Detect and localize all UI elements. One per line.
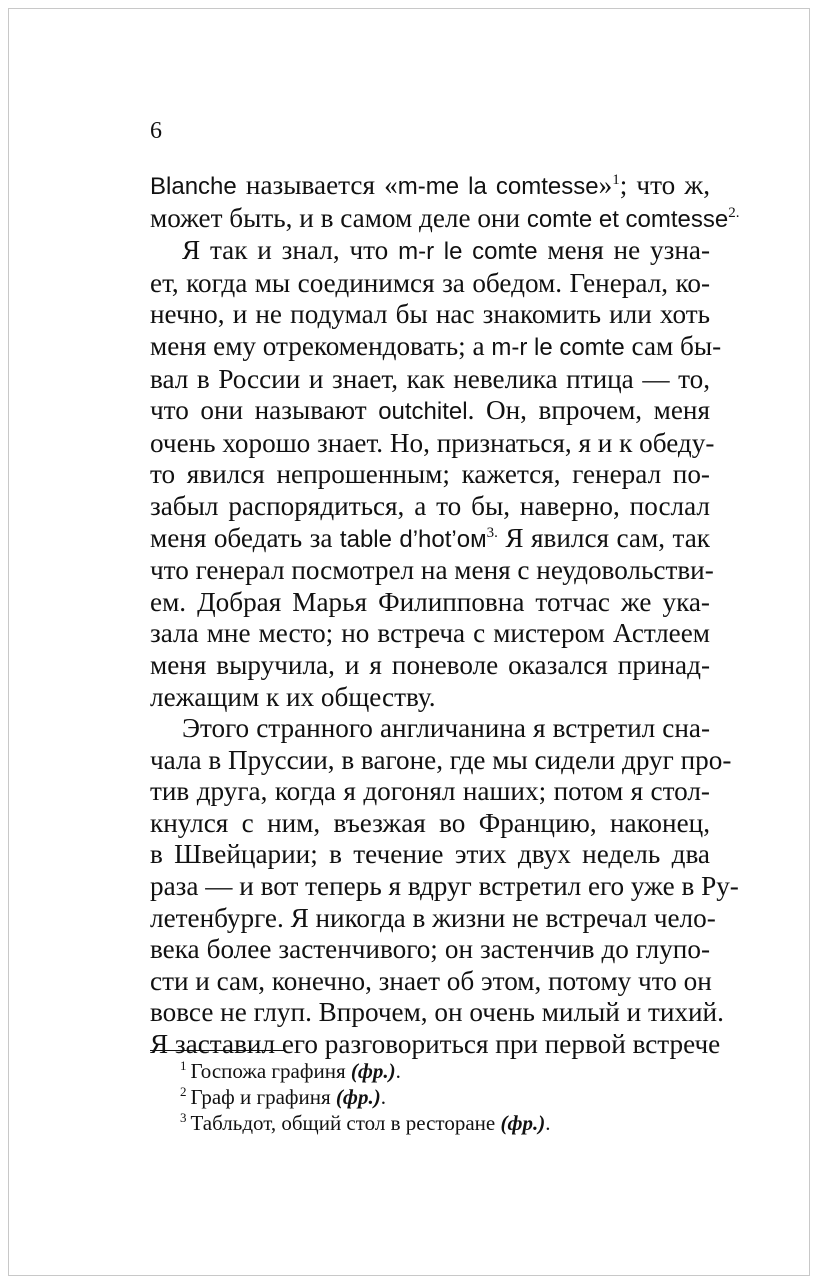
latin-phrase: m-r le comte <box>398 238 538 266</box>
footnote-reference: 3. <box>486 524 498 541</box>
text-segment: то явился непрошенным; кажется, генерал по- <box>150 459 710 490</box>
text-line <box>150 618 710 650</box>
page-number: 6 <box>150 118 162 144</box>
text-segment: ем. Добрая Марья Филипповна тотчас же ука- <box>150 586 710 617</box>
text-segment: меня обедать за <box>150 522 340 553</box>
text-line <box>150 650 710 682</box>
text-line <box>150 268 710 300</box>
text-segment: летенбурге. Я никогда в жизни не встречал чело- <box>150 902 716 933</box>
text-segment: меня выручила, и я поневоле оказался принад- <box>150 649 710 680</box>
text-line <box>150 523 710 556</box>
text-line <box>150 744 732 777</box>
text-segment: Я так и знал, что <box>182 235 399 266</box>
text-line <box>150 682 710 714</box>
text-line <box>150 839 710 871</box>
text-segment: Я заставил его разговориться при первой встрече <box>150 1029 721 1060</box>
text-segment: называется « <box>236 170 398 200</box>
footnote <box>180 1084 700 1110</box>
text-segment: тив друга, когда я догонял наших; потом я стол- <box>150 776 710 807</box>
text-line <box>150 902 716 935</box>
text-segment: чала в Пруссии, в вагоне, где мы сидели друг про- <box>150 744 732 775</box>
text-segment: кнулся с ним, въезжая во Францию, наконец, <box>150 807 710 838</box>
latin-phrase: m-me la comtesse <box>397 173 599 200</box>
text-segment: . Он, впрочем, меня <box>467 395 710 426</box>
footnote-end: . <box>395 1059 401 1083</box>
text-line <box>150 491 710 523</box>
text-segment: века более застенчивого; он застенчив до глупо- <box>150 934 710 965</box>
text-segment: что генерал посмотрел на меня с неудовольстви- <box>150 555 714 586</box>
footnotes <box>180 1058 700 1136</box>
text-segment: ; что ж, <box>619 170 710 200</box>
text-line <box>150 459 710 491</box>
text-line <box>150 235 710 268</box>
footnote-language-ref: (фр.) <box>350 1059 396 1083</box>
text-segment: меня ему отрекомендовать; а <box>150 330 492 361</box>
text-line <box>150 966 710 998</box>
text-segment: раза — и вот теперь я вдруг встретил его уже в Ру- <box>150 871 739 902</box>
footnote-text: Госпожа графиня <box>190 1059 351 1083</box>
text-line <box>150 427 715 460</box>
text-segment: лежащим к их обществу. <box>150 681 436 712</box>
text-segment: может быть, и в самом деле они <box>150 202 527 233</box>
text-segment: меня не узна- <box>537 235 711 266</box>
footnote <box>180 1110 700 1136</box>
body-text <box>150 170 740 1061</box>
text-segment: нечно, и не подумал бы нас знакомить или хоть <box>150 299 710 330</box>
text-line <box>150 871 739 903</box>
footnote-reference: 2. <box>728 204 740 221</box>
text-segment: вовсе не глуп. Впрочем, он очень милый и тихий. <box>150 997 724 1028</box>
text-segment: Этого странного англичанина я встретил сна- <box>182 713 710 744</box>
footnote-language-ref: (фр.) <box>500 1111 546 1135</box>
text-segment: сти и сам, конечно, знает об этом, потому что он <box>150 965 712 996</box>
latin-phrase: comte et comtesse <box>526 205 729 233</box>
text-line <box>150 299 710 331</box>
text-line <box>150 330 722 364</box>
text-line <box>150 555 714 587</box>
text-segment: зала мне место; но встреча с мистером Астлеем <box>150 618 710 649</box>
text-line <box>150 364 710 396</box>
footnote-language-ref: (фр.) <box>335 1085 381 1109</box>
footnote-text: Табльдот, общий стол в ресторане <box>190 1111 501 1135</box>
text-line <box>150 713 710 745</box>
footnote-mark: 2 <box>180 1084 187 1099</box>
footnote-end: . <box>545 1111 551 1135</box>
footnote-text: Граф и графиня <box>190 1085 336 1109</box>
text-line <box>150 170 710 203</box>
text-segment: ет, когда мы соединимся за обедом. Генерал, ко- <box>150 267 710 298</box>
text-segment: сам бы- <box>624 330 722 361</box>
text-line <box>150 934 710 966</box>
text-segment: Я явился сам, так <box>497 522 710 553</box>
footnote-end: . <box>380 1085 386 1109</box>
text-segment: в Швейцарии; в течение этих двух недель два <box>150 839 710 870</box>
footnote-mark: 3 <box>180 1110 187 1125</box>
text-line <box>150 1029 721 1061</box>
text-segment: » <box>598 170 613 200</box>
footnote-mark: 1 <box>180 1058 187 1073</box>
text-line <box>150 997 724 1029</box>
text-line <box>150 202 740 236</box>
text-segment: очень хорошо знает. Но, признаться, я и к обеду- <box>150 427 715 458</box>
footnote <box>180 1058 700 1084</box>
text-line <box>150 395 710 428</box>
footnote-rule <box>150 1050 284 1051</box>
latin-phrase: table d’hot’ом <box>339 525 487 553</box>
text-segment: что они называют <box>150 395 379 426</box>
text-segment: забыл распорядиться, а то бы, наверно, послал <box>150 490 710 521</box>
latin-phrase: m-r le comte <box>491 333 625 361</box>
text-segment: вал в России и знает, как невелика птица — то, <box>150 363 710 394</box>
text-line <box>150 808 710 840</box>
latin-phrase: outchitel <box>378 398 468 426</box>
latin-phrase: Blanche <box>150 173 237 200</box>
text-line <box>150 587 710 619</box>
footnote-reference: 1 <box>612 172 620 188</box>
text-line <box>150 776 710 808</box>
